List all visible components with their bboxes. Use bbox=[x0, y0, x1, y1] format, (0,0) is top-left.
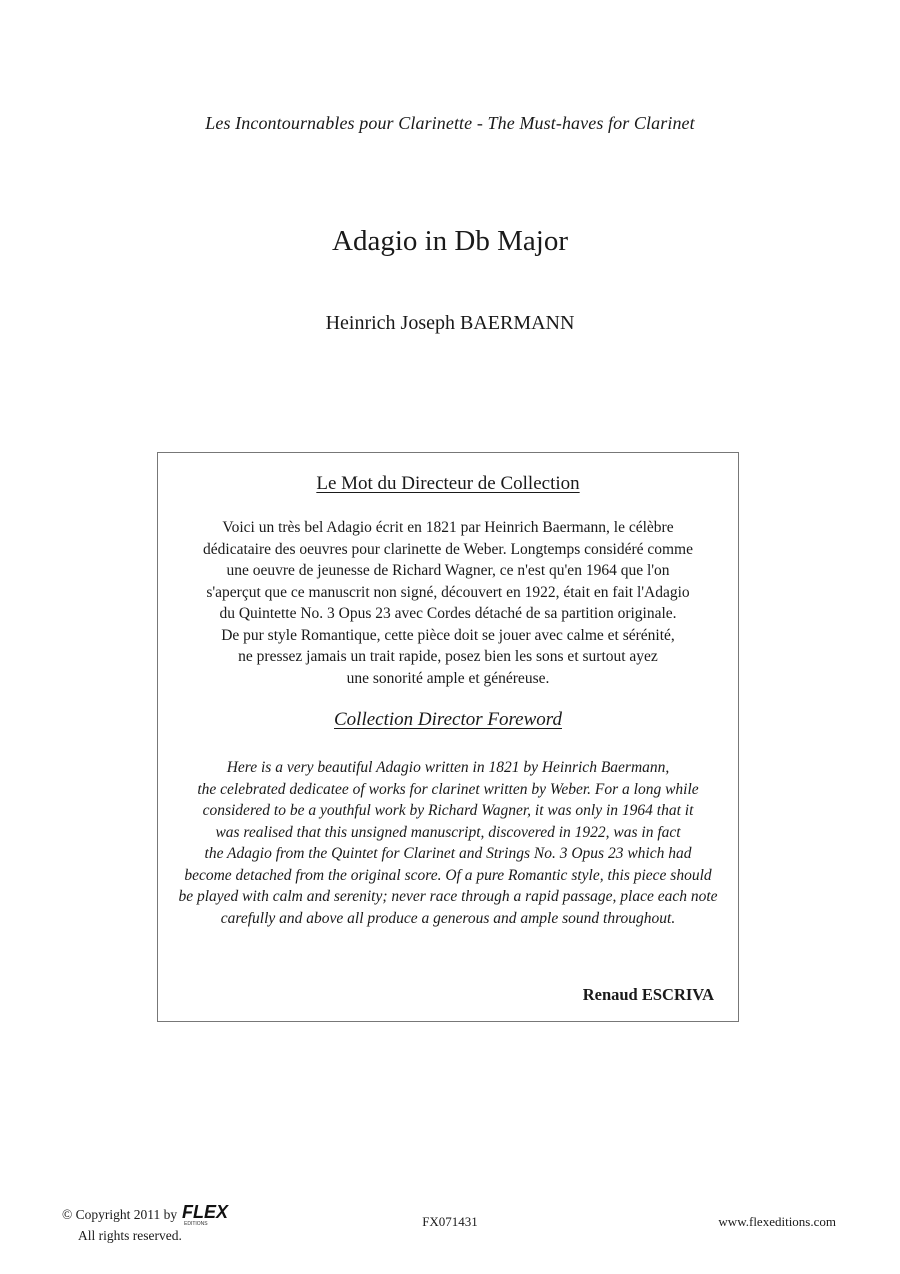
english-line: considered to be a youthful work by Richard Wagner, it was only in 1964 that it bbox=[202, 802, 694, 819]
english-foreword-text bbox=[158, 757, 738, 929]
website-link[interactable]: www.flexeditions.com bbox=[718, 1214, 836, 1229]
french-foreword-heading: Le Mot du Directeur de Collection bbox=[316, 473, 580, 494]
english-line: was realised that this unsigned manuscript, discovered in 1922, was in fact bbox=[215, 823, 681, 841]
catalog-code: FX071431 bbox=[422, 1214, 478, 1229]
english-line: become detached from the original score. Of a pure Romantic style, this piece should bbox=[184, 866, 712, 884]
english-line: be played with calm and serenity; never race through a rapid passage, place each note bbox=[178, 888, 718, 905]
copyright-text: © Copyright 2011 by bbox=[62, 1206, 178, 1222]
english-line: carefully and above all produce a generous and ample sound throughout. bbox=[220, 909, 676, 927]
french-line: s'aperçut que ce manuscrit non signé, découvert en 1922, était en fait l'Adagio bbox=[206, 583, 690, 601]
svg-text:FLEX: FLEX bbox=[182, 1202, 229, 1222]
french-line: du Quintette No. 3 Opus 23 avec Cordes détaché de sa partition originale. bbox=[219, 605, 677, 622]
french-line: Voici un très bel Adagio écrit en 1821 par Heinrich Baermann, le célèbre bbox=[222, 519, 674, 536]
french-line: De pur style Romantique, cette pièce doit se jouer avec calme et sérénité, bbox=[221, 626, 675, 644]
english-line: the celebrated dedicatee of works for clarinet written by Weber. For a long while bbox=[197, 780, 699, 798]
french-line: une sonorité ample et généreuse. bbox=[346, 669, 550, 687]
piece-title: Adagio in Db Major bbox=[332, 225, 568, 257]
french-line: dédicataire des oeuvres pour clarinette de Weber. Longtemps considéré comme bbox=[203, 540, 693, 558]
french-line: une oeuvre de jeunesse de Richard Wagner, ce n'est qu'en 1964 que l'on bbox=[226, 562, 670, 579]
french-foreword-text bbox=[158, 517, 738, 689]
svg-text:EDITIONS: EDITIONS bbox=[184, 1221, 208, 1227]
signature: Renaud ESCRIVA bbox=[582, 985, 714, 1004]
series-title: Les Incontournables pour Clarinette - The Must-haves for Clarinet bbox=[205, 113, 695, 133]
french-line: ne pressez jamais un trait rapide, posez bien les sons et surtout ayez bbox=[238, 648, 658, 665]
rights-text: All rights reserved. bbox=[78, 1228, 182, 1243]
foreword-box bbox=[157, 452, 739, 1022]
english-line: Here is a very beautiful Adagio written in 1821 by Heinrich Baermann, bbox=[226, 759, 670, 776]
composer-name: Heinrich Joseph BAERMANN bbox=[325, 312, 575, 334]
english-foreword-heading: Collection Director Foreword bbox=[334, 709, 562, 730]
english-line: the Adagio from the Quintet for Clarinet and Strings No. 3 Opus 23 which had bbox=[204, 845, 692, 862]
